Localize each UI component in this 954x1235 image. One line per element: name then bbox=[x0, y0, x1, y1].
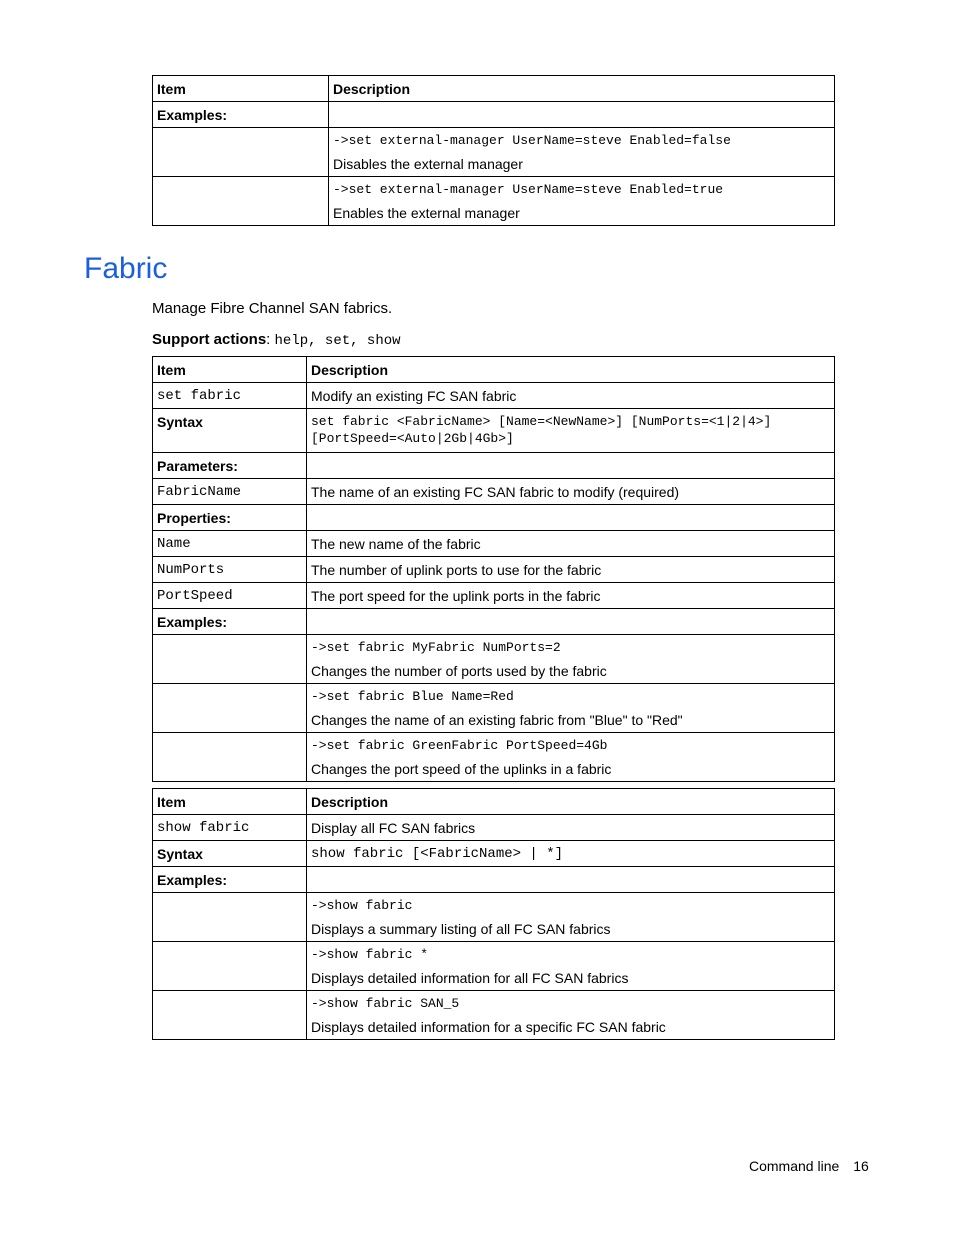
support-actions-label: Support actions bbox=[152, 331, 267, 348]
example-row bbox=[153, 128, 835, 177]
property-description: The new name of the fabric bbox=[307, 531, 835, 557]
example-description: Changes the name of an existing fabric from "Blue" to "Red" bbox=[311, 712, 683, 728]
example-row bbox=[153, 635, 835, 684]
example-description: Changes the port speed of the uplinks in a fabric bbox=[311, 761, 612, 777]
syntax-row bbox=[153, 409, 835, 453]
parameters-label-row bbox=[153, 453, 835, 479]
example-code: ->set external-manager UserName=steve Enabled=true bbox=[333, 182, 724, 197]
property-description: The port speed for the uplink ports in the fabric bbox=[307, 583, 835, 609]
section-intro: Manage Fibre Channel SAN fabrics. bbox=[152, 300, 393, 317]
property-description: The number of uplink ports to use for the fabric bbox=[307, 557, 835, 583]
header-item: Item bbox=[153, 357, 307, 383]
header-description: Description bbox=[307, 357, 835, 383]
property-row bbox=[153, 583, 835, 609]
command-description: Modify an existing FC SAN fabric bbox=[307, 383, 835, 409]
syntax-label: Syntax bbox=[153, 841, 307, 867]
syntax-line: show fabric [<FabricName> | *] bbox=[307, 841, 835, 867]
parameter-description: The name of an existing FC SAN fabric to modify (required) bbox=[307, 479, 835, 505]
table-header-row bbox=[153, 789, 835, 815]
example-row bbox=[153, 893, 835, 942]
command-row bbox=[153, 383, 835, 409]
example-code: ->set fabric MyFabric NumPorts=2 bbox=[311, 640, 561, 655]
examples-label: Examples: bbox=[153, 867, 307, 893]
external-manager-table bbox=[152, 75, 835, 226]
property-row bbox=[153, 531, 835, 557]
properties-label-row bbox=[153, 505, 835, 531]
table-header-row bbox=[153, 76, 835, 102]
show-fabric-table bbox=[152, 788, 835, 1040]
page-footer bbox=[749, 1158, 869, 1174]
example-row bbox=[153, 733, 835, 782]
support-actions-line bbox=[152, 331, 401, 349]
examples-label-row bbox=[153, 609, 835, 635]
header-description: Description bbox=[307, 789, 835, 815]
parameter-row bbox=[153, 479, 835, 505]
example-code: ->show fabric bbox=[311, 898, 413, 913]
page-number: 16 bbox=[853, 1158, 869, 1174]
properties-label: Properties: bbox=[153, 505, 307, 531]
set-fabric-table bbox=[152, 356, 835, 782]
examples-label: Examples: bbox=[153, 609, 307, 635]
example-row bbox=[153, 177, 835, 226]
support-actions-separator: : bbox=[266, 331, 275, 348]
section-title: Fabric bbox=[84, 252, 168, 285]
parameter-name: FabricName bbox=[153, 479, 307, 505]
examples-label: Examples: bbox=[153, 102, 329, 128]
syntax-line: [PortSpeed=<Auto|2Gb|4Gb>] bbox=[311, 431, 514, 446]
example-description: Enables the external manager bbox=[333, 205, 520, 221]
command-description: Display all FC SAN fabrics bbox=[307, 815, 835, 841]
example-description: Displays detailed information for a specific FC SAN fabric bbox=[311, 1019, 666, 1035]
syntax-row bbox=[153, 841, 835, 867]
header-item: Item bbox=[153, 76, 329, 102]
examples-label-row bbox=[153, 102, 835, 128]
example-code: ->set external-manager UserName=steve Enabled=false bbox=[333, 133, 731, 148]
property-name: PortSpeed bbox=[153, 583, 307, 609]
header-item: Item bbox=[153, 789, 307, 815]
example-row bbox=[153, 942, 835, 991]
examples-label-row bbox=[153, 867, 835, 893]
command-row bbox=[153, 815, 835, 841]
syntax-label: Syntax bbox=[153, 409, 307, 453]
command-name: set fabric bbox=[153, 383, 307, 409]
command-name: show fabric bbox=[153, 815, 307, 841]
example-row bbox=[153, 684, 835, 733]
property-name: Name bbox=[153, 531, 307, 557]
example-code: ->set fabric GreenFabric PortSpeed=4Gb bbox=[311, 738, 608, 753]
example-description: Disables the external manager bbox=[333, 156, 523, 172]
example-description: Displays a summary listing of all FC SAN fabrics bbox=[311, 921, 611, 937]
example-row bbox=[153, 991, 835, 1040]
footer-section-name: Command line bbox=[749, 1158, 840, 1174]
example-description: Changes the number of ports used by the fabric bbox=[311, 663, 607, 679]
support-actions-list: help, set, show bbox=[274, 333, 401, 349]
header-description: Description bbox=[329, 76, 835, 102]
example-code: ->set fabric Blue Name=Red bbox=[311, 689, 514, 704]
property-row bbox=[153, 557, 835, 583]
example-code: ->show fabric SAN_5 bbox=[311, 996, 460, 1011]
example-code: ->show fabric * bbox=[311, 947, 429, 962]
property-name: NumPorts bbox=[153, 557, 307, 583]
syntax-line: set fabric <FabricName> [Name=<NewName>] [NumPorts=<1|2|4>] bbox=[311, 414, 772, 429]
parameters-label: Parameters: bbox=[153, 453, 307, 479]
example-description: Displays detailed information for all FC SAN fabrics bbox=[311, 970, 629, 986]
table-header-row bbox=[153, 357, 835, 383]
